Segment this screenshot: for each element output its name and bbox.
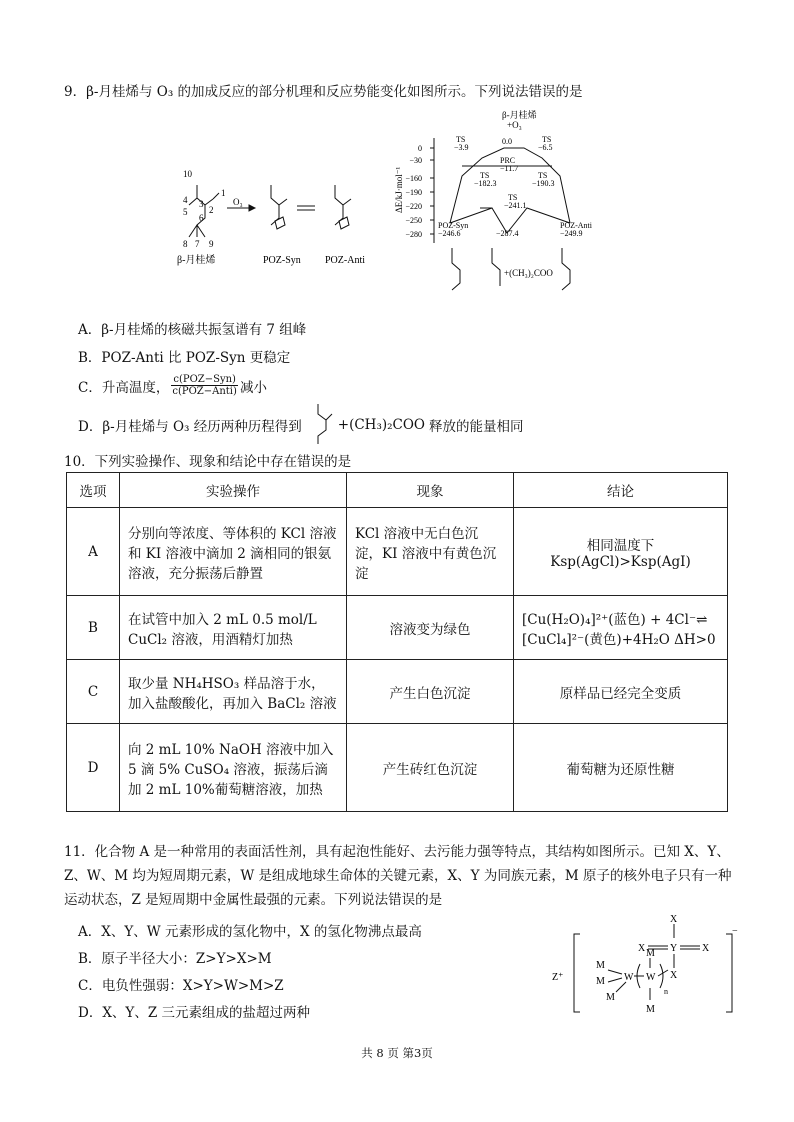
row-d-concl: 葡萄糖为还原性糖 bbox=[514, 724, 728, 812]
atom-w2: W bbox=[646, 972, 656, 983]
pt-syn-val: −246.6 bbox=[438, 229, 461, 238]
atom-m4: M bbox=[646, 948, 655, 959]
mechanism-diagram bbox=[175, 163, 375, 273]
num-1: 1 bbox=[221, 188, 226, 198]
energy-ylabel: ΔE/kJ·mol⁻¹ bbox=[394, 166, 404, 213]
q10-stem: 10．下列实验操作、现象和结论中存在错误的是 bbox=[64, 454, 352, 470]
atom-m5: M bbox=[646, 1004, 655, 1015]
row-b-op: 在试管中加入 2 mL 0.5 mol/L CuCl₂ 溶液，用酒精灯加热 bbox=[120, 596, 347, 660]
num-2: 2 bbox=[209, 205, 214, 215]
energy-product: +(CH₃)₂COO bbox=[504, 268, 553, 278]
pt-anti-val: −249.9 bbox=[560, 229, 583, 238]
num-8: 8 bbox=[183, 239, 188, 249]
num-6: 6 bbox=[199, 213, 204, 223]
ytick-2: −160 bbox=[405, 174, 422, 183]
row-b-opt: B bbox=[67, 596, 120, 660]
energy-profile bbox=[392, 108, 622, 308]
row-b-concl: [Cu(H₂O)₄]²⁺(蓝色) + 4Cl⁻⇌ [CuCl₄]²⁻(黄色)+4H₂O ΔH>0 bbox=[514, 596, 728, 660]
q9-option-c-frac bbox=[171, 374, 238, 397]
compound-a-structure bbox=[550, 912, 740, 1022]
q9-stem: 9．β-月桂烯与 O₃ 的加成反应的部分机理和反应势能变化如图所示。下列说法错误的是 bbox=[64, 84, 583, 100]
atom-x-top: X bbox=[670, 914, 678, 925]
row-a-concl: 相同温度下 Ksp(AgCl)>Ksp(AgI) bbox=[514, 508, 728, 596]
pt-ts4: TS bbox=[538, 171, 548, 180]
pt-ts5: TS bbox=[508, 193, 518, 202]
q10-table bbox=[66, 472, 728, 812]
atom-w1: W bbox=[624, 972, 634, 983]
table-row bbox=[67, 724, 728, 812]
row-c-op: 取少量 NH₄HSO₃ 样品溶于水，加入盐酸酸化，再加入 BaCl₂ 溶液 bbox=[120, 660, 347, 724]
th-conclusion: 结论 bbox=[514, 473, 728, 508]
pt-ts2-val: −6.5 bbox=[538, 143, 553, 152]
atom-m1: M bbox=[596, 960, 605, 971]
table-row bbox=[67, 596, 728, 660]
q9-frac-num: c(POZ−Syn) bbox=[173, 374, 236, 385]
q9-option-d: D．β-月桂烯与 O₃ 经历两种历程得到 bbox=[78, 419, 302, 435]
q9-option-a: A．β-月桂烯的核磁共振氢谱有 7 组峰 bbox=[78, 322, 307, 338]
q9-frac-den: c(POZ−Anti) bbox=[172, 386, 237, 397]
q11-option-b: B．原子半径大小：Z>Y>X>M bbox=[78, 951, 272, 967]
atom-m2: M bbox=[596, 976, 605, 987]
charge-minus: − bbox=[732, 926, 738, 937]
atom-x-right: X bbox=[702, 943, 710, 954]
row-c-phen: 产生白色沉淀 bbox=[347, 660, 514, 724]
num-9: 9 bbox=[209, 239, 214, 249]
q11-option-c: C．电负性强弱：X>Y>W>M>Z bbox=[78, 978, 284, 994]
pt-zero-val: 0.0 bbox=[502, 137, 512, 146]
row-c-concl: 原样品已经完全变质 bbox=[514, 660, 728, 724]
pt-anti: POZ-Anti bbox=[560, 221, 592, 230]
atom-x-bottom: X bbox=[670, 970, 678, 981]
o3-label: O₃ bbox=[233, 197, 243, 207]
table-row bbox=[67, 508, 728, 596]
ytick-1: −30 bbox=[409, 156, 422, 165]
th-operation: 实验操作 bbox=[120, 473, 347, 508]
cation-z: Z⁺ bbox=[552, 972, 564, 983]
pt-ts1-val: −3.9 bbox=[454, 143, 469, 152]
q9-option-c-row bbox=[78, 374, 267, 397]
num-3: 3 bbox=[199, 199, 204, 209]
q9-option-c-tail: 减小 bbox=[239, 379, 267, 396]
page-footer: 共 8 页 第3页 bbox=[361, 1046, 433, 1060]
num-4: 4 bbox=[183, 195, 188, 205]
q9-option-d-product: +(CH₃)₂COO bbox=[337, 417, 426, 433]
pt-syn: POZ-Syn bbox=[438, 221, 469, 230]
num-7: 7 bbox=[195, 239, 200, 249]
row-d-phen: 产生砖红色沉淀 bbox=[347, 724, 514, 812]
table-header-row bbox=[67, 473, 728, 508]
row-b-phen: 溶液变为绿色 bbox=[347, 596, 514, 660]
q9-option-d-structure bbox=[306, 402, 334, 448]
q9-option-c: C．升高温度， bbox=[78, 379, 170, 396]
q9-option-b: B．POZ-Anti 比 POZ-Syn 更稳定 bbox=[78, 350, 291, 366]
beta-label: β-月桂烯 bbox=[177, 255, 216, 266]
q11-option-a: A．X、Y、W 元素形成的氢化物中，X 的氢化物沸点最高 bbox=[78, 924, 422, 940]
atom-y: Y bbox=[670, 943, 678, 954]
ytick-4: −220 bbox=[405, 202, 422, 211]
row-a-opt: A bbox=[67, 508, 120, 596]
row-d-opt: D bbox=[67, 724, 120, 812]
ytick-6: −280 bbox=[405, 230, 422, 239]
ytick-5: −250 bbox=[405, 216, 422, 225]
row-a-phen: KCl 溶液中无白色沉淀，KI 溶液中有黄色沉淀 bbox=[347, 508, 514, 596]
subscript-n: n bbox=[664, 987, 668, 996]
th-option: 选项 bbox=[67, 473, 120, 508]
pt-ts4-val: −190.3 bbox=[532, 179, 555, 188]
pt-ts3-val: −182.3 bbox=[474, 179, 497, 188]
pt-ts3: TS bbox=[480, 171, 490, 180]
energy-top2: +O₃ bbox=[507, 120, 522, 130]
q9-option-d-row bbox=[78, 402, 524, 448]
th-phenomenon: 现象 bbox=[347, 473, 514, 508]
q9-option-d-tail: 释放的能量相同 bbox=[429, 419, 524, 435]
row-d-op: 向 2 mL 10% NaOH 溶液中加入 5 滴 5% CuSO₄ 溶液，振荡后滴加 2 mL 10%葡萄糖溶液，加热 bbox=[120, 724, 347, 812]
table-row bbox=[67, 660, 728, 724]
num-10: 10 bbox=[183, 169, 192, 179]
q11-stem: 11．化合物 A 是一种常用的表面活性剂，具有起泡性能好、去污能力强等特点，其结构如图所示。已知 X、Y、Z、W、M 均为短周期元素，W 是组成地球生命体的关键元素，X、Y 为同族元素，M 原子的核外电子只有一种运动状态，Z 是短周期中金属性最强的元素。下列说法错误的是 bbox=[64, 844, 732, 908]
pt-prc-val: −11.7 bbox=[500, 164, 519, 173]
pt-ts2: TS bbox=[542, 135, 552, 144]
pt-ts5-val: −241.1 bbox=[504, 201, 527, 210]
atom-x-left: X bbox=[638, 943, 646, 954]
anti-label: POZ-Anti bbox=[325, 255, 365, 266]
ytick-0: 0 bbox=[418, 144, 422, 153]
pt-ts1: TS bbox=[456, 135, 466, 144]
pt-prc: PRC bbox=[500, 156, 516, 165]
pt-low-val: −287.4 bbox=[496, 229, 519, 238]
row-a-op: 分别向等浓度、等体积的 KCl 溶液和 KI 溶液中滴加 2 滴相同的银氨溶液，充分振荡后静置 bbox=[120, 508, 347, 596]
q11-option-d: D．X、Y、Z 三元素组成的盐超过两种 bbox=[78, 1005, 311, 1021]
energy-top: β-月桂烯 bbox=[502, 110, 537, 120]
row-c-opt: C bbox=[67, 660, 120, 724]
num-5: 5 bbox=[183, 207, 188, 217]
ytick-3: −190 bbox=[405, 188, 422, 197]
atom-m3: M bbox=[606, 992, 615, 1003]
syn-label: POZ-Syn bbox=[263, 255, 301, 266]
